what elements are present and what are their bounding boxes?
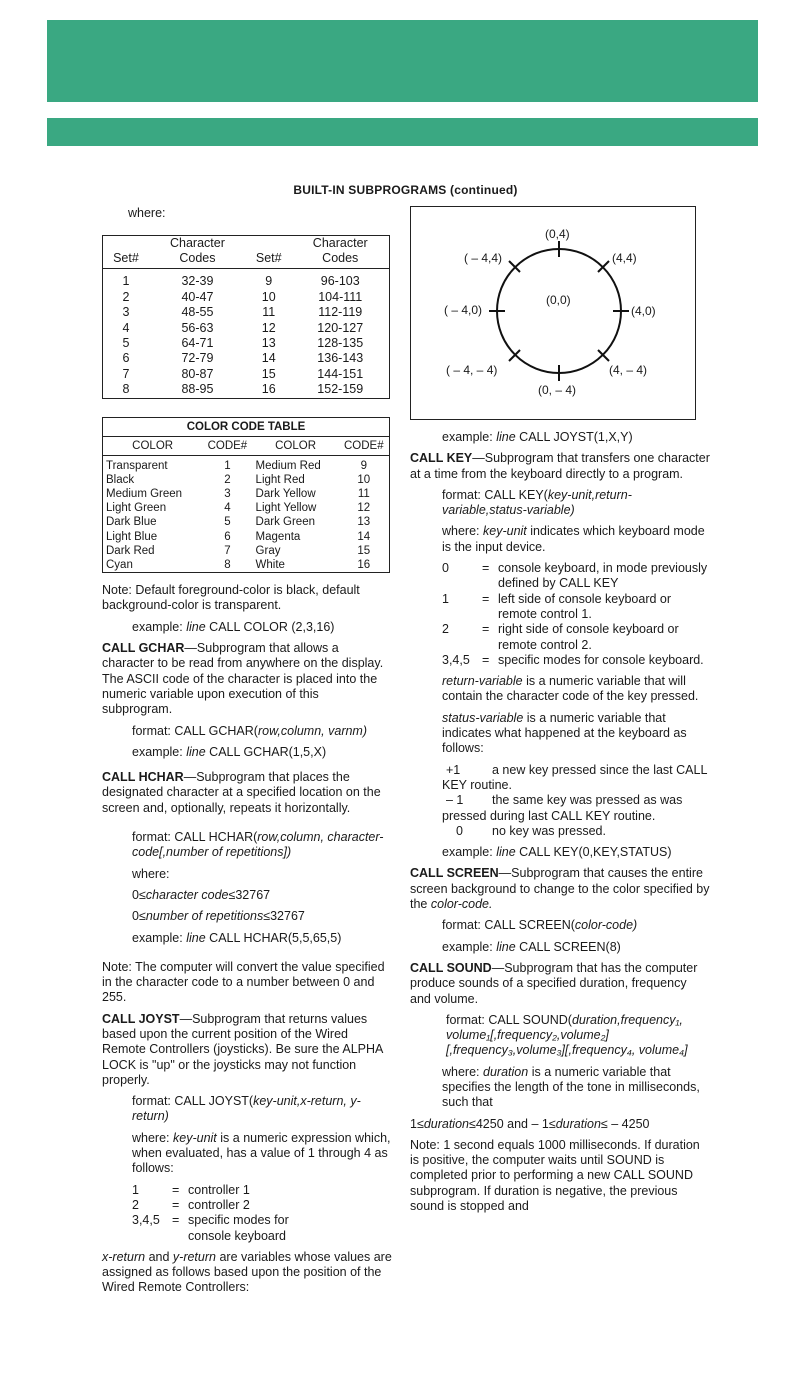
color-code-cell: 9 <box>360 459 367 472</box>
status-minus-one: – 1 the same key was pressed as was pressed during last CALL KEY routine. <box>442 793 683 823</box>
joyst-def-row: 2 = controller 2 <box>132 1197 250 1212</box>
color-code-cell: 13 <box>357 516 371 529</box>
color-code-cell: 11 <box>357 487 370 500</box>
joyst-defs <box>102 1183 298 1244</box>
color-table-row <box>103 487 390 501</box>
label-bottom: (0, – 4) <box>538 383 577 397</box>
gchar-section: CALL GCHAR—Subprogram that allows a character to be read from anywhere on the display. The ASCII code of the character is placed into the numeric variable upon execution of this subprogram. <box>102 641 384 717</box>
where-label: where: <box>128 206 166 220</box>
set-table-header-top: Character Character <box>169 236 368 251</box>
set-table-cell: 1 <box>122 274 130 289</box>
sound-section: CALL SOUND—Subprogram that has the computer produce sounds of a specified duration, frequency and volume. <box>410 960 698 1006</box>
set-table-cell: 3 <box>122 305 130 320</box>
label-top-left: ( – 4,4) <box>464 251 503 265</box>
color-name-cell: Magenta <box>255 530 301 543</box>
color-code-cell: 7 <box>224 544 231 557</box>
status-zero: 0 no key was pressed. <box>456 823 606 838</box>
hchar-format: format: CALL HCHAR(row,column, character-code[,number of repetitions]) <box>132 830 384 860</box>
color-table-row <box>103 544 390 558</box>
set-table-cell: 16 <box>261 382 276 397</box>
hchar-range-2: 0≤number of repetitions≤32767 <box>132 909 305 924</box>
hchar-section: CALL HCHAR—Subprogram that places the designated character at a specified location on the screen and, optionally, repeats it horizontally. <box>102 770 381 815</box>
key-format: format: CALL KEY(key-unit,return-variable,status-variable) <box>442 487 632 518</box>
set-table-cell: 4 <box>122 320 130 335</box>
set-table-cell: 12 <box>261 320 276 335</box>
hchar-range-1: 0≤character code≤32767 <box>132 887 271 902</box>
color-table-row <box>103 515 390 529</box>
set-table-cell: 96-103 <box>320 274 360 289</box>
set-table-cell: 56-63 <box>181 320 214 335</box>
set-table-cell: 152-159 <box>317 382 364 397</box>
color-name-cell: Dark Red <box>106 544 155 557</box>
key-defs <box>410 561 710 668</box>
set-table-row <box>103 336 390 351</box>
set-table-cell: 48-55 <box>181 305 214 320</box>
left-column <box>102 206 392 1296</box>
joyst-example: example: line CALL JOYST(1,X,Y) <box>442 430 633 444</box>
joyst-where: where: key-unit is a numeric expression which, when evaluated, has a value of 1 through 4 as follows: <box>132 1130 391 1176</box>
screen-example: example: line CALL SCREEN(8) <box>442 939 621 954</box>
key-def-row: 0 = console keyboard, in mode previously defined by CALL KEY <box>442 561 708 591</box>
key-section: CALL KEY—Subprogram that transfers one character at a time from the keyboard directly to a program. <box>410 451 710 481</box>
return-variable-desc: return-variable is a numeric variable that will contain the character code of the key pressed. <box>442 674 699 704</box>
color-table-row <box>103 530 390 544</box>
set-table-cell: 112-119 <box>318 305 363 320</box>
tick-top-left <box>509 261 520 272</box>
joyst-format: format: CALL JOYST(key-unit,x-return, y-return) <box>132 1094 361 1124</box>
set-table-row <box>103 269 390 290</box>
joyst-return-desc: x-return and y-return are variables whose values are assigned as follows based upon the position of the Wired Remote Controllers: <box>102 1249 392 1295</box>
color-name-cell: Medium Red <box>255 459 321 472</box>
color-code-table <box>102 417 390 574</box>
hchar-title: CALL HCHAR <box>102 770 184 785</box>
set-table-cell: 64-71 <box>181 335 214 350</box>
sound-format: format: CALL SOUND(duration,frequency₁, volume₁[,frequency₂,volume₂] [,frequency₃,volume₃][,frequency₄, volume₄] <box>446 1012 688 1058</box>
header-band-bottom <box>47 118 758 146</box>
set-table-row <box>103 321 390 336</box>
color-code-cell: 2 <box>224 473 231 486</box>
set-table-cell: 104-111 <box>318 289 363 304</box>
sound-where: where: duration is a numeric variable that specifies the length of the tone in milliseconds, such that <box>442 1064 700 1110</box>
set-table-cell: 11 <box>262 305 276 320</box>
set-table-row <box>103 290 390 305</box>
color-table-row <box>103 455 390 473</box>
character-set-table <box>102 235 390 398</box>
set-table-cell: 32-39 <box>181 274 214 289</box>
status-plus-one: +1 a new key pressed since the last CALL KEY routine. <box>442 762 707 792</box>
color-code-cell: 5 <box>224 516 231 529</box>
joyst-def-row: 3,4,5 = specific modes for console keyboard <box>132 1213 289 1243</box>
key-def-row: 3,4,5 = specific modes for console keyboard. <box>442 652 704 667</box>
color-code-cell: 10 <box>357 473 371 486</box>
color-code-cell: 16 <box>357 558 371 571</box>
set-table-header: Set# Codes Set# Codes <box>103 251 390 269</box>
color-code-cell: 1 <box>224 459 231 472</box>
sound-note: Note: 1 second equals 1000 milliseconds. If duration is positive, the computer waits until SOUND is completed prior to performing a new CALL SOUND subprogram. If duration is negative, the previous sound is stopped and <box>410 1137 700 1214</box>
sound-title: CALL SOUND <box>410 960 492 975</box>
tick-top-right <box>598 261 609 272</box>
color-table-title: COLOR CODE TABLE <box>103 417 390 436</box>
sound-range: 1≤duration≤4250 and – 1≤duration≤ – 4250 <box>410 1116 650 1131</box>
color-name-cell: Dark Yellow <box>255 487 316 500</box>
set-table-cell: 72-79 <box>181 351 214 366</box>
set-table-cell: 7 <box>122 366 130 381</box>
color-name-cell: Dark Green <box>255 516 315 529</box>
page-heading: BUILT-IN SUBPROGRAMS (continued) <box>293 183 518 197</box>
set-table-cell: 13 <box>261 335 276 350</box>
color-code-cell: 14 <box>357 530 371 543</box>
set-table-cell: 88-95 <box>181 382 214 397</box>
key-def-row: 2 = right side of console keyboard or remote control 2. <box>442 622 679 652</box>
color-code-cell: 12 <box>357 502 371 515</box>
set-table-cell: 15 <box>261 366 276 381</box>
color-code-cell: 4 <box>224 502 231 515</box>
color-name-cell: Light Green <box>106 502 167 515</box>
color-code-cell: 15 <box>357 544 371 557</box>
color-name-cell: Cyan <box>106 558 133 571</box>
set-table-cell: 120-127 <box>317 320 364 335</box>
hchar-note: Note: The computer will convert the value specified in the character code to a number between 0 and 255. <box>102 959 385 1005</box>
color-table-row <box>103 473 390 487</box>
screen-format: format: CALL SCREEN(color-code) <box>442 918 638 933</box>
joyst-title: CALL JOYST <box>102 1011 180 1026</box>
set-table-cell: 128-135 <box>317 335 364 350</box>
color-code-cell: 3 <box>224 487 231 500</box>
set-table-row <box>103 367 390 382</box>
label-bottom-right: (4, – 4) <box>609 363 648 377</box>
set-table-cell: 10 <box>261 289 276 304</box>
label-top-right: (4,4) <box>612 251 637 265</box>
color-name-cell: Medium Green <box>106 487 183 500</box>
key-example: example: line CALL KEY(0,KEY,STATUS) <box>442 845 672 860</box>
set-table-cell: 14 <box>261 351 276 366</box>
gchar-title: CALL GCHAR <box>102 641 185 656</box>
color-name-cell: Light Yellow <box>255 502 317 515</box>
set-table-row <box>103 382 390 398</box>
color-name-cell: Light Blue <box>106 530 158 543</box>
gchar-format: format: CALL GCHAR(row,column, varnm) <box>132 723 368 738</box>
label-top: (0,4) <box>545 227 570 241</box>
key-def-row: 1 = left side of console keyboard or remote control 1. <box>442 591 672 621</box>
color-name-cell: Black <box>106 473 135 486</box>
set-table-cell: 80-87 <box>181 366 214 381</box>
label-center: (0,0) <box>546 293 571 307</box>
color-name-cell: Gray <box>255 544 281 557</box>
set-table-row <box>103 305 390 320</box>
key-where: where: key-unit indicates which keyboard mode is the input device. <box>442 524 705 554</box>
joystick-position-diagram <box>410 206 696 420</box>
tick-bottom-left <box>509 350 520 361</box>
color-table-row <box>103 558 390 573</box>
color-example: example: line CALL COLOR (2,3,16) <box>132 619 335 634</box>
color-name-cell: Dark Blue <box>106 516 157 529</box>
header-band-top <box>47 20 758 102</box>
set-table-cell: 136-143 <box>317 351 364 366</box>
color-code-cell: 6 <box>224 530 231 543</box>
tick-bottom-right <box>598 350 609 361</box>
color-name-cell: Transparent <box>106 459 168 472</box>
default-color-note: Note: Default foreground-color is black, default background-color is transparent. <box>102 583 360 613</box>
label-bottom-left: ( – 4, – 4) <box>446 363 498 377</box>
screen-title: CALL SCREEN <box>410 866 499 881</box>
set-table-cell: 8 <box>122 382 130 397</box>
set-table-row <box>103 351 390 366</box>
set-table-cell: 6 <box>122 351 130 366</box>
color-name-cell: White <box>255 558 285 571</box>
right-column <box>410 430 710 1214</box>
set-table-cell: 2 <box>122 289 130 304</box>
set-table-cell: 5 <box>122 335 130 350</box>
set-table-cell: 144-151 <box>317 366 364 381</box>
status-variable-desc: status-variable is a numeric variable that indicates what happened at the keyboard as follows: <box>442 710 687 756</box>
key-title: CALL KEY <box>410 451 473 466</box>
hchar-where: where: <box>132 866 170 881</box>
color-table-header: COLOR CODE# COLOR CODE# <box>103 436 390 455</box>
joyst-def-row: 1 = controller 1 <box>132 1182 250 1197</box>
hchar-example: example: line CALL HCHAR(5,5,65,5) <box>132 930 342 945</box>
screen-section: CALL SCREEN—Subprogram that causes the entire screen background to change to the color specified by the color-code. <box>410 866 710 912</box>
label-left: ( – 4,0) <box>444 303 483 317</box>
label-right: (4,0) <box>631 304 656 318</box>
color-table-row <box>103 501 390 515</box>
gchar-example: example: line CALL GCHAR(1,5,X) <box>132 744 327 759</box>
joyst-section: CALL JOYST—Subprogram that returns values based upon the current position of the Wired Remote Controllers (joysticks). Be sure the ALPHA LOCK is "up" or the joysticks may not function properly. <box>102 1011 383 1087</box>
set-table-cell: 9 <box>265 274 273 289</box>
color-name-cell: Light Red <box>255 473 305 486</box>
color-code-cell: 8 <box>224 558 231 571</box>
set-table-cell: 40-47 <box>181 289 214 304</box>
